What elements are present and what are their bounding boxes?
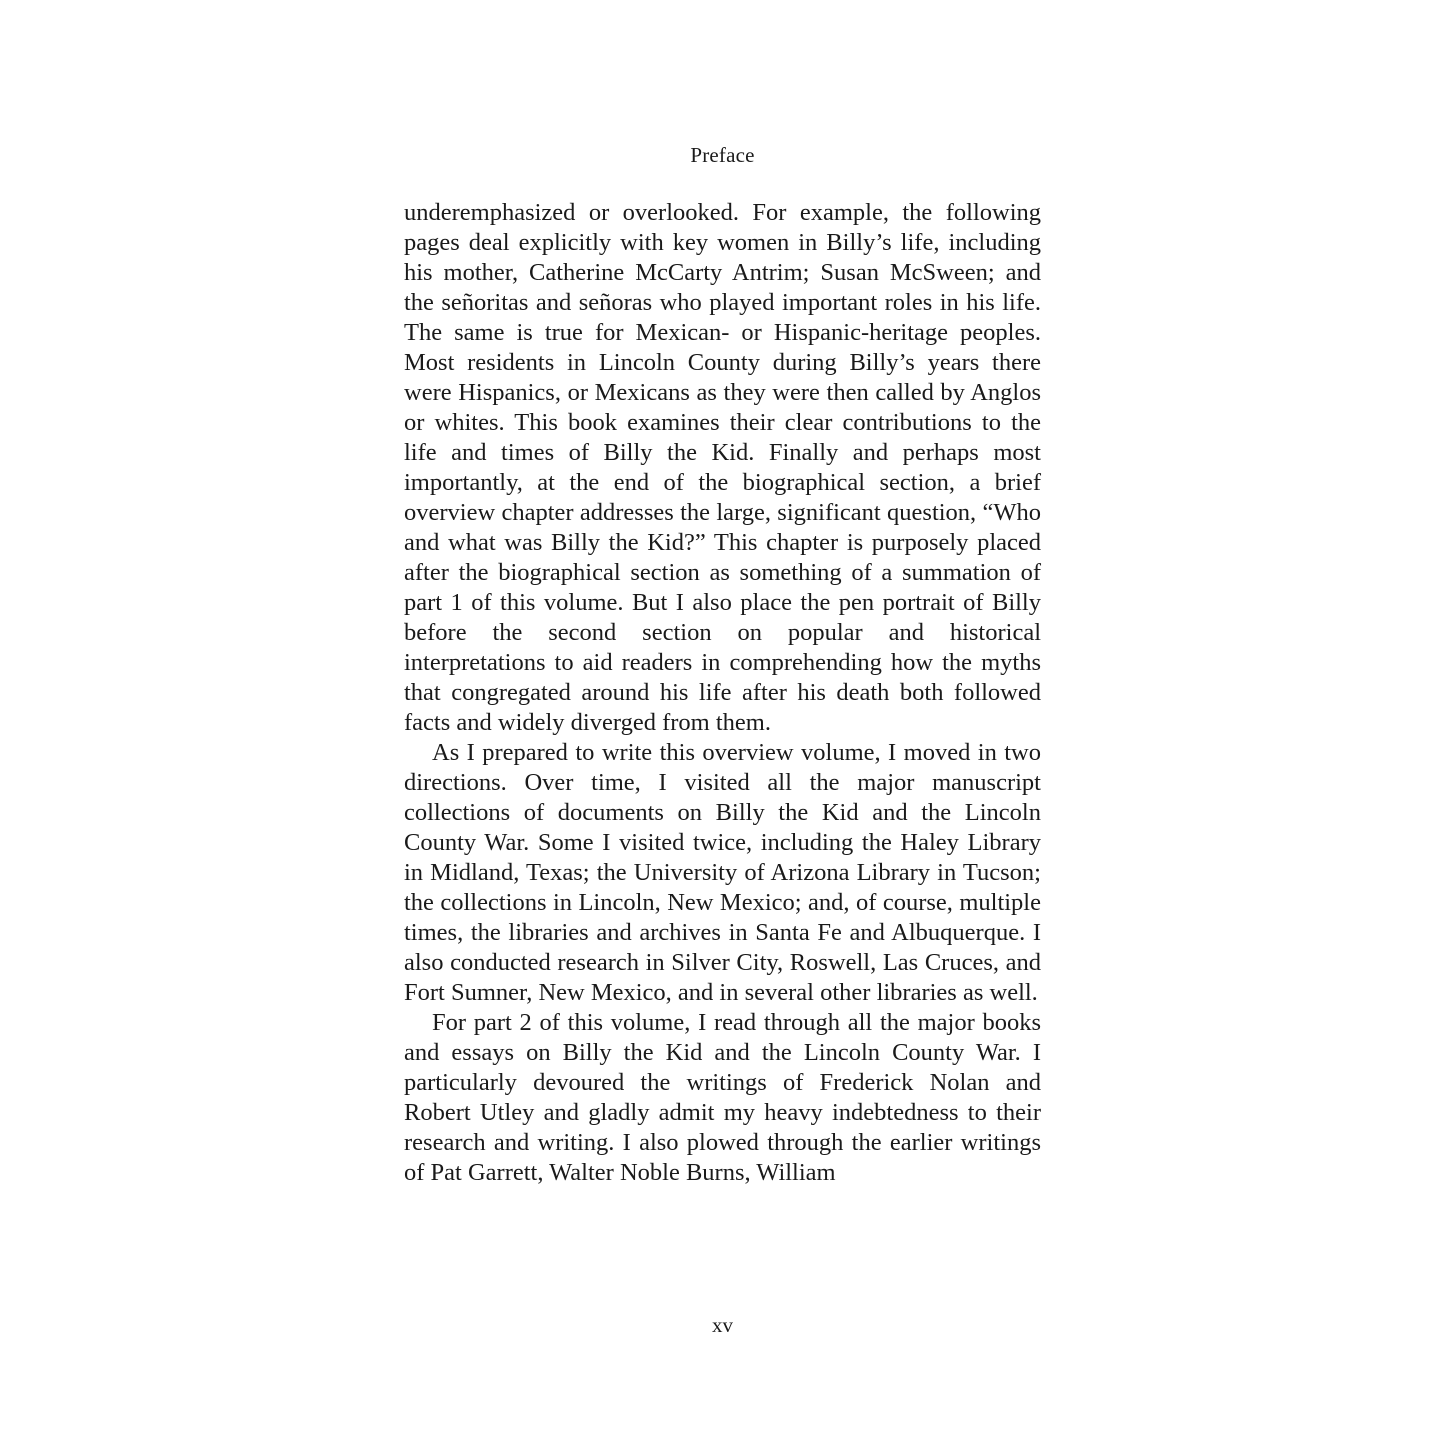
paragraph: As I prepared to write this overview volume, I moved in two directions. Over time, I visited all the major manuscript collections of documents on Billy the Kid and the Lincoln County War. Some I visited twice, including the Haley Library in Midland, Texas; the University of Arizona Library in Tucson; the collections in Lincoln, New Mexico; and, of course, multiple times, the libraries and archives in Santa Fe and Albuquerque. I also conducted research in Silver City, Roswell, Las Cruces, and Fort Sumner, New Mexico, and in several other libraries as well. xyxy=(404,739,1041,1006)
paragraph: For part 2 of this volume, I read through all the major books and essays on Billy the Kid and the Lincoln County War. I particularly devoured the writings of Frederick Nolan and Robert Utley and gladly admit my heavy indebtedness to their research and writing. I also plowed through the earlier writings of Pat Garrett, Walter Noble Burns, William xyxy=(404,1009,1041,1186)
body-text xyxy=(404,198,1041,1188)
page-number: xv xyxy=(712,1313,733,1337)
running-head: Preface xyxy=(690,143,755,167)
paragraph-continued: underemphasized or overlooked. For example, the following pages deal explicitly with key women in Billy’s life, including his mother, Catherine McCarty Antrim; Susan McSween; and the señoritas and señoras who played important roles in his life. The same is true for Mexican- or Hispanic-heritage peoples. Most residents in Lincoln County during Billy’s years there were Hispanics, or Mexicans as they were then called by Anglos or whites. This book examines their clear contributions to the life and times of Billy the Kid. Finally and perhaps most importantly, at the end of the biographical section, a brief overview chapter addresses the large, significant question, “Who and what was Billy the Kid?” This chapter is purposely placed after the biographical section as something of a summation of part 1 of this volume. But I also place the pen portrait of Billy before the second section on popular and historical interpretations to aid readers in comprehending how the myths that congregated around his life after his death both followed facts and widely diverged from them. xyxy=(404,199,1041,736)
